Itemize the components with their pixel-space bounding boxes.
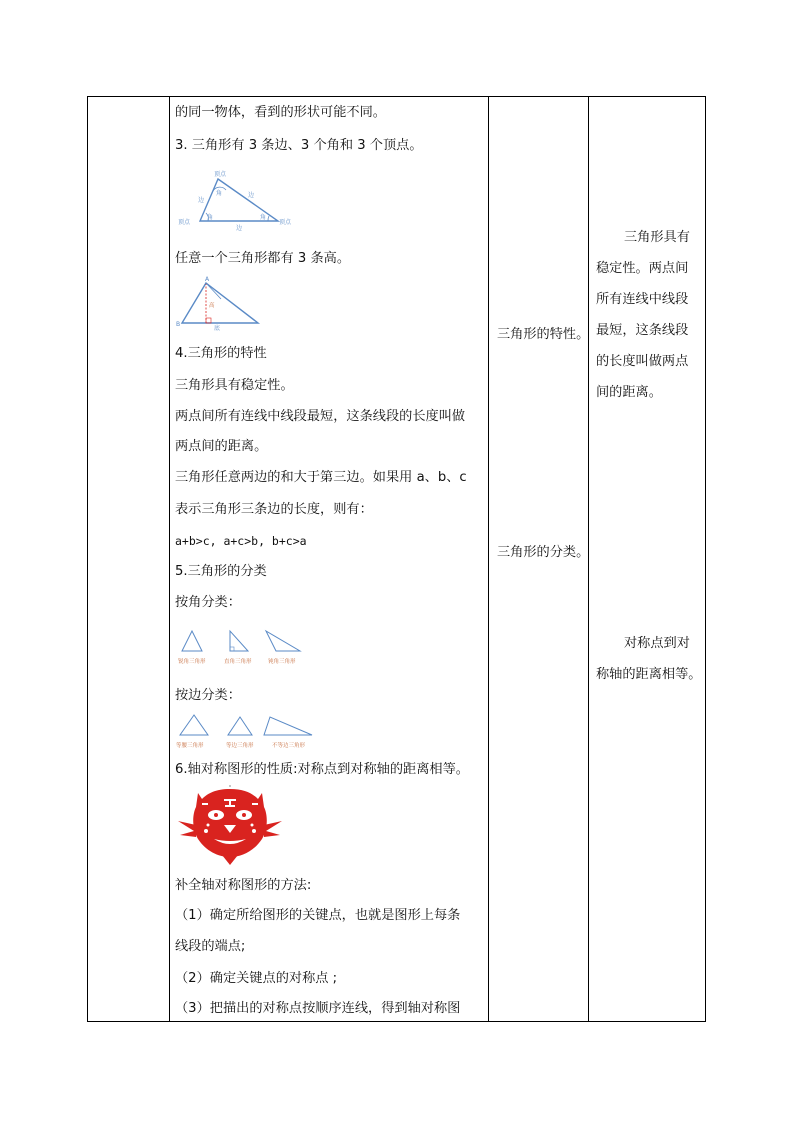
note-line: 三角形具有: [624, 230, 690, 245]
by-side-label: 按边分类：: [175, 688, 241, 703]
angle-label: 角: [216, 190, 223, 197]
keypoint-features: 三角形的特性。: [497, 327, 590, 342]
heights-text: 任意一个三角形都有 3 条高。: [175, 251, 351, 266]
vertex-label: 顶点: [279, 219, 292, 226]
side-label: 边: [248, 192, 255, 199]
note-line: 间的距离。: [596, 385, 662, 400]
note-line: 最短，这条线段: [596, 323, 689, 338]
vertex-label: 顶点: [178, 219, 191, 226]
vertex-a-label: A: [205, 276, 210, 283]
step-2-text: （2）确定关键点的对称点 ;: [175, 971, 338, 986]
acute-triangle-label: 锐角三角形: [178, 659, 206, 665]
note-line: 对称点到对: [624, 636, 690, 651]
height-label: 高: [209, 303, 215, 309]
step-3-text: （3）把描出的对称点按顺序连线，得到轴对称图: [175, 1001, 461, 1016]
note-line: 称轴的距离相等。: [596, 667, 702, 682]
triangle-parts-figure: [178, 169, 292, 232]
isosceles-triangle-label: 等腰三角形: [176, 743, 204, 749]
angle-label: 角: [260, 214, 267, 221]
equilateral-triangle-label: 等边三角形: [226, 743, 254, 749]
side-label: 边: [236, 225, 243, 232]
column-divider: [488, 97, 489, 1021]
step-1-text: （1）确定所给图形的关键点，也就是图形上每条: [175, 908, 461, 923]
triangle-parts-heading: 3. 三角形有 3 条边、3 个角和 3 个顶点。: [175, 138, 423, 153]
text-line: 三角形任意两边的和大于第三边。如果用 a、b、c: [175, 470, 467, 485]
vertex-b-label: B: [176, 321, 181, 328]
tiger-face-papercut-icon: [178, 785, 282, 865]
triangle-height-figure: [176, 276, 266, 332]
by-angle-label: 按角分类：: [175, 595, 241, 610]
note-line: 稳定性。两点间: [596, 261, 689, 276]
keypoint-classification: 三角形的分类。: [497, 545, 590, 560]
text-line: 三角形具有稳定性。: [175, 378, 294, 393]
step-1-text-cont: 线段的端点;: [175, 939, 246, 954]
obtuse-triangle-label: 钝角三角形: [268, 659, 296, 665]
base-label: 底: [214, 325, 221, 332]
note-line: 的长度叫做两点: [596, 354, 689, 369]
text-line: 两点间所有连线中线段最短，这条线段的长度叫做: [175, 409, 466, 424]
side-classification-figure: [174, 713, 314, 753]
lesson-table: [87, 96, 706, 1022]
column-divider: [169, 97, 170, 1021]
section-5-heading: 5.三角形的分类: [175, 564, 267, 579]
text-line: 的同一物体，看到的形状可能不同。: [175, 105, 386, 120]
method-heading: 补全轴对称图形的方法:: [175, 878, 312, 893]
text-line: 表示三角形三条边的长度，则有：: [175, 502, 373, 517]
note-line: 所有连线中线段: [596, 292, 689, 307]
angle-classification-figure: [174, 625, 314, 667]
inequality-formula: a+b>c, a+c>b, b+c>a: [175, 534, 307, 548]
angle-label: 角: [207, 214, 214, 221]
section-4-heading: 4.三角形的特性: [175, 346, 267, 361]
text-line: 两点间的距离。: [175, 439, 268, 454]
right-triangle-label: 直角三角形: [224, 659, 252, 665]
side-label: 边: [198, 197, 205, 204]
vertex-label: 顶点: [214, 171, 227, 178]
section-6-heading: 6.轴对称图形的性质:对称点到对称轴的距离相等。: [175, 762, 469, 777]
scalene-triangle-label: 不等边三角形: [272, 743, 306, 749]
